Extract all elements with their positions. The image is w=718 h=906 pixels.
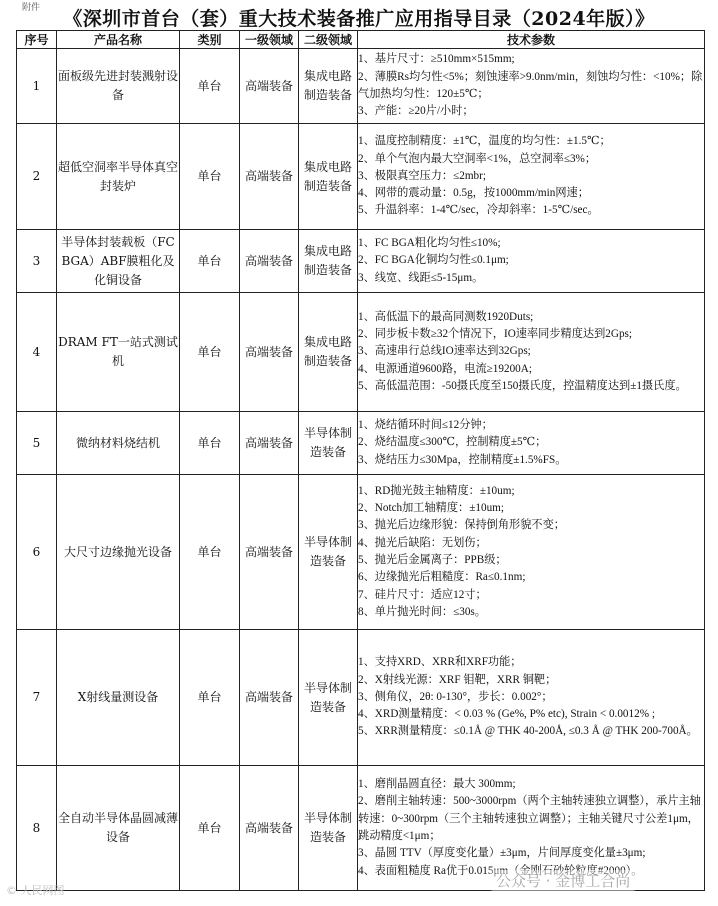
field-level2: 集成电路制造装备	[299, 230, 358, 293]
product-name: 半导体封装载板（FC BGA）ABF膜粗化及化铜设备	[57, 230, 180, 293]
spec-line: 2、薄膜Rs均匀性<5%；刻蚀速率>9.0nm/min，刻蚀均匀性：<10%；除气加热均匀性：120±5℃；	[358, 70, 703, 100]
row-number: 4	[17, 293, 57, 412]
spec-line: 2、FC BGA化铜均匀性≤0.1μm;	[358, 254, 509, 267]
field-level2: 集成电路制造装备	[299, 124, 358, 230]
field-level1: 高端装备	[240, 49, 299, 124]
category: 单台	[180, 230, 240, 293]
spec-line: 1、烧结循环时间≤12分钟；	[358, 419, 493, 432]
header-row	[17, 31, 705, 49]
tech-specs	[358, 475, 705, 630]
table-row	[17, 293, 705, 412]
spec-line: 4、网带的震动量：0.5g，按1000mm/min网速；	[358, 187, 589, 200]
spec-line: 5、升温斜率：1-4℃/sec，冷却斜率：1-5℃/sec。	[358, 204, 599, 217]
spec-line: 1、支持XRD、XRR和XRF功能；	[358, 656, 522, 669]
spec-line: 2、X射线光源：XRF 钼靶，XRR 铜靶；	[358, 673, 557, 686]
spec-line: 4、表面粗糙度 Ra优于0.015μm（金刚石砂轮粒度#2000）。	[358, 864, 643, 877]
row-number: 7	[17, 630, 57, 766]
spec-line: 5、XRR测量精度：≤0.1Å @ THK 40-200Å, ≤0.3 Å @ THK 200-700Å。	[358, 725, 698, 738]
row-number: 2	[17, 124, 57, 230]
spec-line: 4、抛光后缺陷：无划伤；	[358, 536, 487, 549]
spec-line: 1、温度控制精度：±1℃，温度的均匀性：±1.5℃；	[358, 135, 611, 148]
spec-line: 5、高低温范围：-50摄氏度至150摄氏度，控温精度达到±1摄氏度。	[358, 379, 687, 392]
spec-line: 2、Notch加工轴精度：±10um;	[358, 502, 504, 515]
field-level2: 集成电路制造装备	[299, 293, 358, 412]
spec-line: 6、边缘抛光后粗糙度：Ra≤0.1nm;	[358, 571, 526, 584]
product-name: 面板级先进封装溅射设备	[57, 49, 180, 124]
watermark-right: 公众号 · 金博工合尚	[490, 870, 636, 891]
spec-line: 4、电源通道9600路，电流≥19200A;	[358, 362, 532, 375]
watermark-left: © 人民网图	[6, 884, 65, 897]
field-level1: 高端装备	[240, 412, 299, 475]
row-number: 3	[17, 230, 57, 293]
attachment-label: 附件	[22, 3, 41, 13]
spec-line: 5、抛光后金属离子：PPB级；	[358, 554, 507, 566]
category: 单台	[180, 49, 240, 124]
spec-line: 2、单个气泡内最大空洞率<1%，总空洞率≤3%；	[358, 152, 597, 165]
catalog-table	[16, 30, 705, 891]
spec-line: 3、产能：≥20片/小时；	[358, 105, 474, 118]
field-level2: 半导体制造装备	[299, 766, 358, 891]
product-name: 微纳材料烧结机	[57, 412, 180, 475]
header-name: 产品名称	[57, 31, 180, 49]
row-number: 8	[17, 766, 57, 891]
category: 单台	[180, 475, 240, 630]
spec-line: 2、同步板卡数≥32个情况下，IO速率同步精度达到2Gps;	[358, 328, 633, 341]
tech-specs	[358, 412, 705, 475]
header-category: 类别	[180, 31, 240, 49]
tech-specs	[358, 49, 705, 124]
header-field1: 一级领域	[240, 31, 299, 49]
spec-line: 1、FC BGA粗化均匀性≤10%;	[358, 237, 501, 250]
product-name: DRAM FT一站式测试机	[57, 293, 180, 412]
spec-line: 3、晶圆 TTV（厚度变化量）±3μm，片间厚度变化量±3μm;	[358, 847, 646, 860]
category: 单台	[180, 293, 240, 412]
spec-line: 3、抛光后边缘形貌：保持倒角形貌不变；	[358, 519, 565, 532]
field-level1: 高端装备	[240, 230, 299, 293]
table-row	[17, 230, 705, 293]
product-name: 全自动半导体晶圆减薄设备	[57, 766, 180, 891]
spec-line: 7、硅片尺寸：适应12寸；	[358, 588, 487, 601]
field-level2: 半导体制造装备	[299, 475, 358, 630]
spec-line: 3、极限真空压力：≤2mbr;	[358, 169, 486, 182]
field-level1: 高端装备	[240, 293, 299, 412]
table-row	[17, 124, 705, 230]
field-level2: 半导体制造装备	[299, 412, 358, 475]
row-number: 6	[17, 475, 57, 630]
category: 单台	[180, 766, 240, 891]
field-level2: 半导体制造装备	[299, 630, 358, 766]
spec-line: 8、单片抛光时间：≤30s。	[358, 605, 486, 618]
field-level1: 高端装备	[240, 630, 299, 766]
table-row	[17, 412, 705, 475]
field-level1: 高端装备	[240, 124, 299, 230]
header-field2: 二级领域	[299, 31, 358, 49]
tech-specs	[358, 293, 705, 412]
row-number: 5	[17, 412, 57, 475]
header-specs: 技术参数	[358, 31, 705, 49]
product-name: 大尺寸边缘抛光设备	[57, 475, 180, 630]
product-name: X射线量测设备	[57, 630, 180, 766]
row-number: 1	[17, 49, 57, 124]
category: 单台	[180, 412, 240, 475]
spec-line: 1、RD抛光鼓主轴精度：±10um;	[358, 484, 515, 497]
product-name: 超低空洞率半导体真空封装炉	[57, 124, 180, 230]
spec-line: 3、烧结压力≤30Mpa，控制精度±1.5%FS。	[358, 453, 567, 466]
spec-line: 3、侧角仪，2θ: 0-130°，步长：0.002°；	[358, 690, 553, 703]
spec-line: 2、磨削主轴转速：500~3000rpm（两个主轴转速独立调整），承片主轴转速：0~300rpm（三个主轴转速独立调整）；主轴关键尺寸公差1μm，跳动精度<1μm；	[358, 795, 701, 842]
spec-line: 1、基片尺寸：≥510mm×515mm;	[358, 53, 515, 66]
field-level2: 集成电路制造装备	[299, 49, 358, 124]
category: 单台	[180, 630, 240, 766]
page-title: 《深圳市首台（套）重大技术装备推广应用指导目录（2024年版）》	[63, 8, 655, 30]
table-row	[17, 49, 705, 124]
tech-specs	[358, 230, 705, 293]
spec-line: 1、高低温下的最高同测数1920Duts;	[358, 310, 534, 323]
field-level1: 高端装备	[240, 766, 299, 891]
spec-line: 4、XRD测量精度：< 0.03 % (Ge%, P% etc), Strain < 0.0012% ;	[358, 708, 655, 721]
spec-line: 1、磨削晶圆直径：最大 300mm;	[358, 778, 516, 791]
tech-specs	[358, 124, 705, 230]
spec-line: 3、线宽、线距≤5-15μm。	[358, 271, 484, 284]
header-no: 序号	[17, 31, 57, 49]
table-row	[17, 630, 705, 766]
spec-line: 3、高速串行总线IO速率达到32Gps;	[358, 345, 531, 358]
category: 单台	[180, 124, 240, 230]
table-row	[17, 475, 705, 630]
spec-line: 2、烧结温度≤300℃，控制精度±5℃；	[358, 436, 547, 449]
field-level1: 高端装备	[240, 475, 299, 630]
tech-specs	[358, 630, 705, 766]
